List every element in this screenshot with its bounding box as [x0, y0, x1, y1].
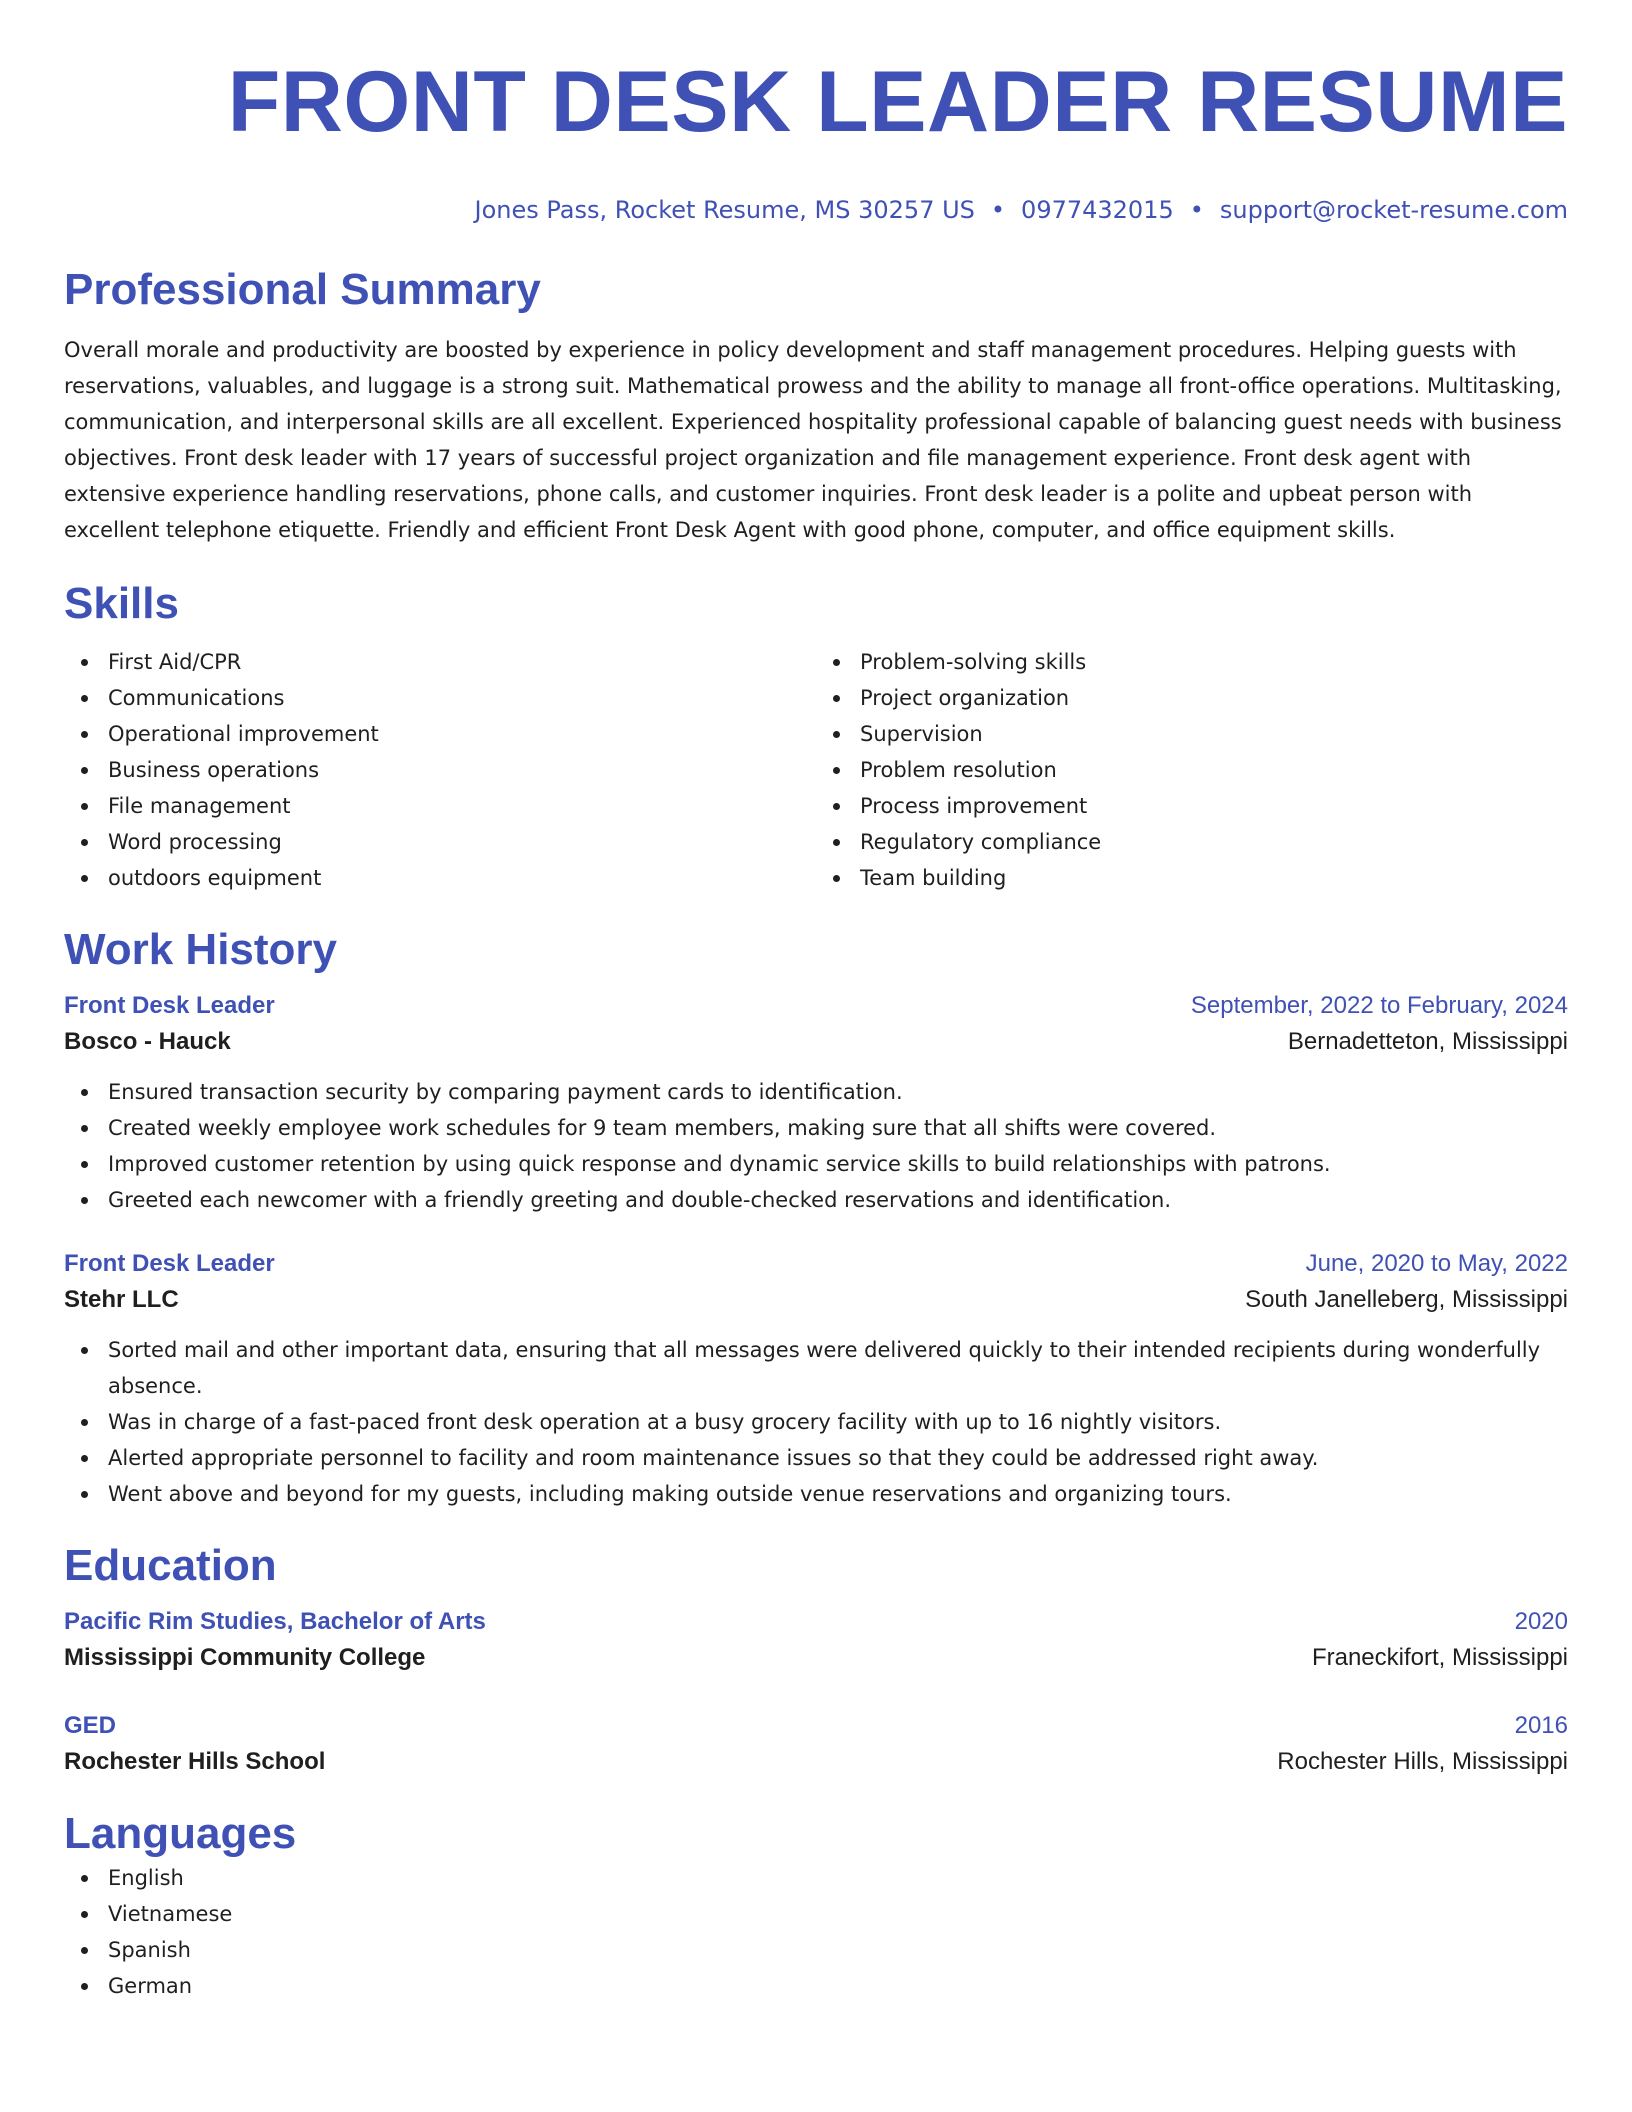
- education-degree: GED: [64, 1712, 117, 1739]
- job-org-row: [64, 1282, 1568, 1318]
- language-item: English: [64, 1860, 1568, 1896]
- education-location: Franeckifort, Mississippi: [1311, 1644, 1568, 1671]
- skill-item: Team building: [816, 860, 1568, 896]
- education-list: [64, 1604, 1568, 1780]
- skills-left-list: [64, 644, 816, 896]
- education-header-row: [64, 1604, 1568, 1640]
- language-item: German: [64, 1968, 1568, 2004]
- skill-item: Problem resolution: [816, 752, 1568, 788]
- skills-right-list: [816, 644, 1568, 896]
- skill-item: Communications: [64, 680, 816, 716]
- skill-item: First Aid/CPR: [64, 644, 816, 680]
- job-bullet: Ensured transaction security by comparing payment cards to identification.: [64, 1074, 1568, 1110]
- skill-item: Problem-solving skills: [816, 644, 1568, 680]
- job-title: Front Desk Leader: [64, 1250, 275, 1277]
- contact-address: Jones Pass, Rocket Resume, MS 30257 US: [474, 196, 975, 224]
- job-company: Bosco - Hauck: [64, 1028, 231, 1055]
- skill-item: File management: [64, 788, 816, 824]
- education-school: Mississippi Community College: [64, 1644, 426, 1671]
- education-header-row: [64, 1708, 1568, 1744]
- job-dates: September, 2022 to February, 2024: [1190, 992, 1568, 1019]
- education-year: 2016: [1514, 1712, 1568, 1739]
- job-bullet: Greeted each newcomer with a friendly greeting and double-checked reservations and identification.: [64, 1182, 1568, 1218]
- job-entry: [64, 988, 1568, 1218]
- education-school-row: [64, 1640, 1568, 1676]
- skill-item: outdoors equipment: [64, 860, 816, 896]
- work-history-heading: Work History: [64, 925, 338, 974]
- job-header-row: [64, 988, 1568, 1024]
- job-location: South Janelleberg, Mississippi: [1245, 1286, 1568, 1313]
- job-bullet: Sorted mail and other important data, ensuring that all messages were delivered quickly to their intended recipients during wonderfully absence.: [64, 1332, 1568, 1404]
- education-degree: Pacific Rim Studies, Bachelor of Arts: [64, 1608, 486, 1635]
- contact-separator: •: [990, 196, 1006, 224]
- summary-text: Overall morale and productivity are boosted by experience in policy development and staff management procedures. Helping guests with reservations, valuables, and luggage is a strong suit. Mathematical prowess and the ability to manage all front-office operations. Multitasking, communication, and interpersonal skills are all excellent. Experienced hospitality professional capable of balancing guest needs with business objectives. Front desk leader with 17 years of successful project organization and file management experience. Front desk agent with extensive experience handling reservations, phone calls, and customer inquiries. Front desk leader is a polite and upbeat person with excellent telephone etiquette. Friendly and efficient Front Desk Agent with good phone, computer, and office equipment skills.: [64, 338, 1562, 542]
- education-entry: [64, 1604, 1568, 1676]
- job-bullet: Was in charge of a fast-paced front desk operation at a busy grocery facility with up to 16 nightly visitors.: [64, 1404, 1568, 1440]
- job-bullets: [64, 1332, 1568, 1512]
- language-item: Spanish: [64, 1932, 1568, 1968]
- summary-heading: Professional Summary: [64, 265, 541, 314]
- education-school-row: [64, 1744, 1568, 1780]
- skill-item: Process improvement: [816, 788, 1568, 824]
- job-company: Stehr LLC: [64, 1286, 179, 1313]
- education-entry: [64, 1708, 1568, 1780]
- skills-heading: Skills: [64, 579, 179, 628]
- languages-list: [64, 1860, 1568, 2004]
- job-bullet: Alerted appropriate personnel to facility and room maintenance issues so that they could be addressed right away.: [64, 1440, 1568, 1476]
- skills-columns: [64, 644, 1568, 896]
- job-bullets: [64, 1074, 1568, 1218]
- resume-name: FRONT DESK LEADER RESUME: [227, 54, 1568, 150]
- education-school: Rochester Hills School: [64, 1748, 326, 1775]
- job-bullet: Created weekly employee work schedules for 9 team members, making sure that all shifts were covered.: [64, 1110, 1568, 1146]
- languages-heading: Languages: [64, 1809, 297, 1858]
- education-location: Rochester Hills, Mississippi: [1277, 1748, 1568, 1775]
- education-year: 2020: [1514, 1608, 1568, 1635]
- job-location: Bernadetteton, Mississippi: [1287, 1028, 1568, 1055]
- contact-separator: •: [1189, 196, 1204, 224]
- skill-item: Operational improvement: [64, 716, 816, 752]
- skill-item: Supervision: [816, 716, 1568, 752]
- job-bullet: Improved customer retention by using quick response and dynamic service skills to build relationships with patrons.: [64, 1146, 1568, 1182]
- skill-item: Regulatory compliance: [816, 824, 1568, 860]
- contact-line: [64, 194, 1568, 226]
- contact-email[interactable]: support@rocket-resume.com: [1219, 196, 1568, 224]
- job-dates: June, 2020 to May, 2022: [1305, 1250, 1568, 1277]
- job-entry: [64, 1246, 1568, 1512]
- skill-item: Project organization: [816, 680, 1568, 716]
- skill-item: Word processing: [64, 824, 816, 860]
- language-item: Vietnamese: [64, 1896, 1568, 1932]
- job-bullet: Went above and beyond for my guests, including making outside venue reservations and organizing tours.: [64, 1476, 1568, 1512]
- job-title: Front Desk Leader: [64, 992, 275, 1019]
- work-history-list: [64, 988, 1568, 1512]
- contact-phone: 0977432015: [1021, 196, 1174, 224]
- skill-item: Business operations: [64, 752, 816, 788]
- education-heading: Education: [64, 1541, 277, 1590]
- job-org-row: [64, 1024, 1568, 1060]
- job-header-row: [64, 1246, 1568, 1282]
